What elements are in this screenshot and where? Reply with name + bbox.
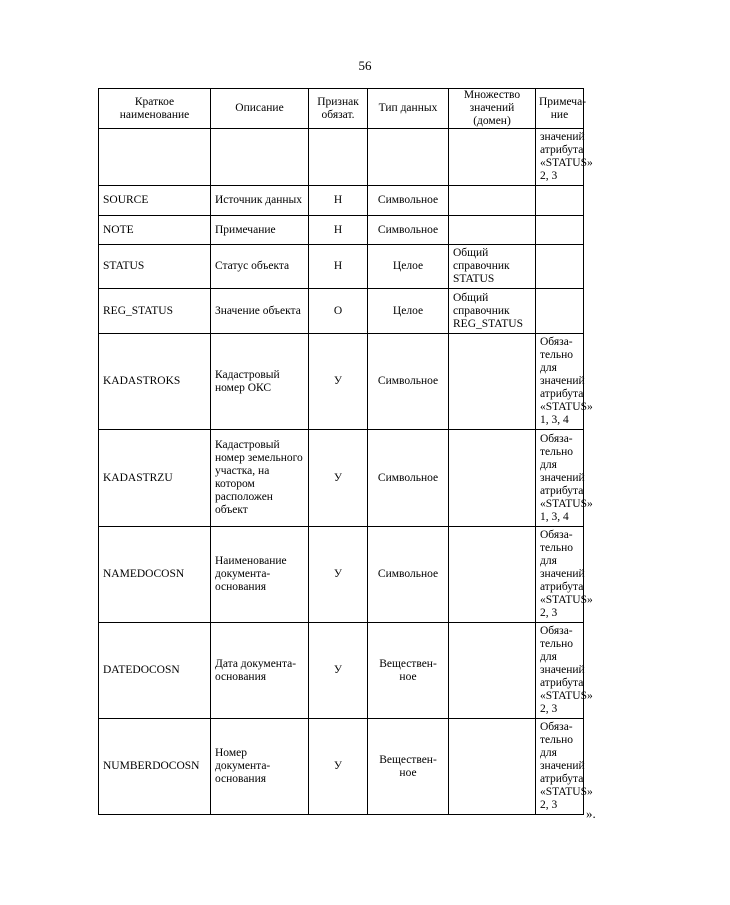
cell-note: Обяза-тельно для значений атрибута «STATUS» 1, 3, 4	[536, 334, 584, 430]
cell-note	[536, 289, 584, 334]
cell-note	[536, 186, 584, 216]
cell-name: NAMEDOCOSN	[99, 527, 211, 623]
cell-note	[536, 216, 584, 245]
cell-name: KADASTRZU	[99, 430, 211, 527]
cell-required: Н	[309, 245, 368, 289]
table-row	[99, 623, 584, 719]
table-row	[99, 430, 584, 527]
cell-note: Обяза-тельно для значений атрибута «STATUS» 2, 3	[536, 719, 584, 815]
cell-required: У	[309, 719, 368, 815]
header-name: Краткое наименование	[99, 89, 211, 129]
cell-description: Дата документа-основания	[211, 623, 309, 719]
cell-description: Номер документа-основания	[211, 719, 309, 815]
cell-name	[99, 129, 211, 186]
cell-name: SOURCE	[99, 186, 211, 216]
cell-domain	[449, 623, 536, 719]
cell-required: О	[309, 289, 368, 334]
table-row	[99, 527, 584, 623]
cell-description	[211, 129, 309, 186]
cell-type: Символьное	[368, 186, 449, 216]
cell-type: Символьное	[368, 334, 449, 430]
cell-type: Целое	[368, 289, 449, 334]
cell-description: Статус объекта	[211, 245, 309, 289]
cell-name: KADASTROKS	[99, 334, 211, 430]
table-header-row	[99, 89, 584, 129]
cell-domain	[449, 719, 536, 815]
cell-required: У	[309, 430, 368, 527]
table-row	[99, 289, 584, 334]
cell-type: Символьное	[368, 527, 449, 623]
cell-description: Источник данных	[211, 186, 309, 216]
cell-name: NOTE	[99, 216, 211, 245]
cell-name: REG_STATUS	[99, 289, 211, 334]
cell-description: Наименование документа-основания	[211, 527, 309, 623]
closing-quote-mark: ».	[586, 806, 596, 821]
cell-domain: Общий справочник REG_STATUS	[449, 289, 536, 334]
cell-required: У	[309, 527, 368, 623]
header-required: Признак обязат.	[309, 89, 368, 129]
cell-domain: Общий справочник STATUS	[449, 245, 536, 289]
cell-note: Обяза-тельно для значений атрибута «STATUS» 1, 3, 4	[536, 430, 584, 527]
cell-domain	[449, 334, 536, 430]
cell-type: Символьное	[368, 430, 449, 527]
table-row	[99, 186, 584, 216]
cell-required	[309, 129, 368, 186]
cell-description: Примечание	[211, 216, 309, 245]
cell-required: У	[309, 623, 368, 719]
cell-note: Обяза-тельно для значений атрибута «STATUS» 2, 3	[536, 623, 584, 719]
cell-type	[368, 129, 449, 186]
cell-domain	[449, 527, 536, 623]
cell-type: Символьное	[368, 216, 449, 245]
cell-note	[536, 245, 584, 289]
cell-name: NUMBERDOCOSN	[99, 719, 211, 815]
attribute-table	[98, 88, 593, 815]
header-note: Примеча-ние	[536, 89, 584, 129]
cell-required: У	[309, 334, 368, 430]
cell-type: Веществен-ное	[368, 719, 449, 815]
cell-description: Кадастровый номер земельного участка, на котором расположен объект	[211, 430, 309, 527]
page-number: 56	[358, 58, 372, 73]
cell-name: DATEDOCOSN	[99, 623, 211, 719]
cell-required: Н	[309, 186, 368, 216]
cell-note: значений атрибута «STATUS» 2, 3	[536, 129, 584, 186]
table-row	[99, 719, 584, 815]
cell-description: Кадастровый номер ОКС	[211, 334, 309, 430]
table-row	[99, 334, 584, 430]
table-row	[99, 245, 584, 289]
header-description: Описание	[211, 89, 309, 129]
cell-required: Н	[309, 216, 368, 245]
cell-description: Значение объекта	[211, 289, 309, 334]
cell-name: STATUS	[99, 245, 211, 289]
header-domain: Множество значений (домен)	[449, 89, 536, 129]
cell-domain	[449, 430, 536, 527]
cell-domain	[449, 186, 536, 216]
cell-note: Обяза-тельно для значений атрибута «STATUS» 2, 3	[536, 527, 584, 623]
table-row	[99, 216, 584, 245]
cell-domain	[449, 216, 536, 245]
cell-type: Веществен-ное	[368, 623, 449, 719]
cell-type: Целое	[368, 245, 449, 289]
cell-domain	[449, 129, 536, 186]
table-row	[99, 129, 584, 186]
header-type: Тип данных	[368, 89, 449, 129]
